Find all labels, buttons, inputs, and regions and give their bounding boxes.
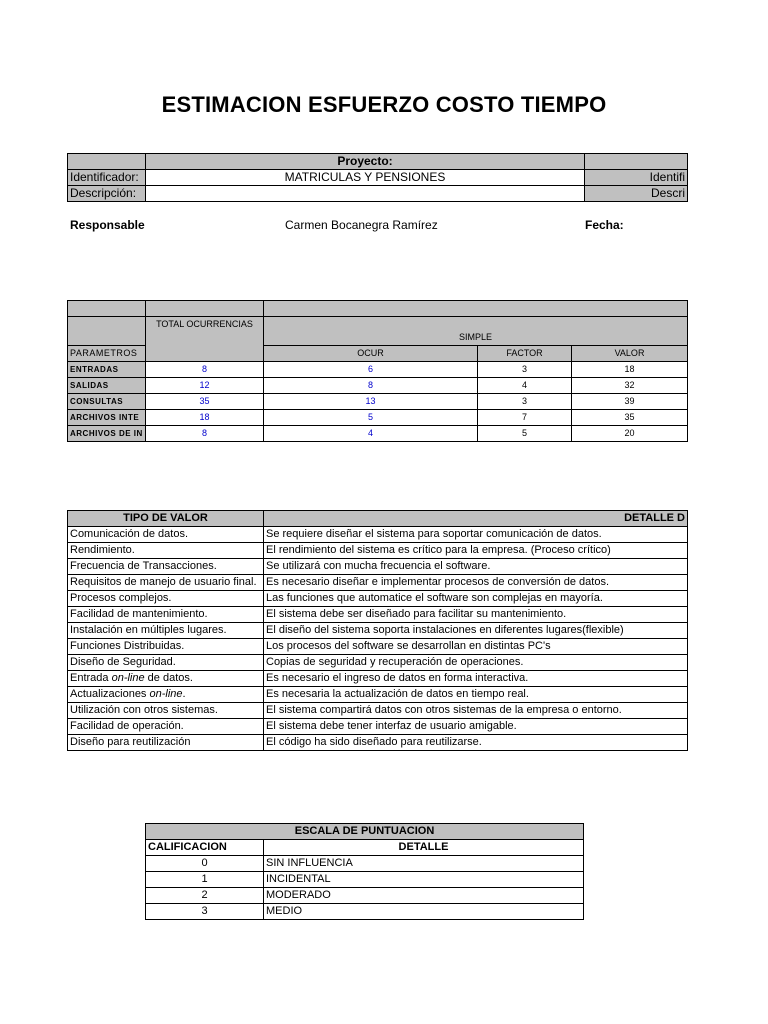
valor-cell[interactable]: 18 [572, 362, 688, 378]
table-row [68, 639, 688, 655]
factor-header: FACTOR [478, 346, 572, 362]
detalle-cell[interactable]: El sistema compartirá datos con otros sistemas de la empresa o entorno. [264, 703, 688, 719]
tipo-cell: Facilidad de operación. [68, 719, 264, 735]
tipo-cell: Actualizaciones on-line. [68, 687, 264, 703]
tipo-cell: Entrada on-line de datos. [68, 671, 264, 687]
tipo-valor-header: TIPO DE VALOR [68, 511, 264, 527]
table-row [68, 378, 688, 394]
valor-cell[interactable]: 20 [572, 426, 688, 442]
table-row [146, 872, 584, 888]
detalle-cell[interactable]: Es necesaria la actualización de datos en tiempo real. [264, 687, 688, 703]
parametros-header: PARAMETROS [68, 346, 146, 362]
tipo-cell: Rendimiento. [68, 543, 264, 559]
factor-cell[interactable]: 7 [478, 410, 572, 426]
table-row [68, 527, 688, 543]
tipo-valor-table [67, 510, 688, 751]
ocur-cell[interactable]: 6 [264, 362, 478, 378]
param-cell: CONSULTAS [68, 394, 146, 410]
ocur-cell[interactable]: 13 [264, 394, 478, 410]
detalle-cell[interactable]: Las funciones que automatice el software son complejas en mayoría. [264, 591, 688, 607]
table-row [68, 687, 688, 703]
table-row [68, 591, 688, 607]
page-title: ESTIMACION ESFUERZO COSTO TIEMPO [161, 92, 607, 117]
param-cell: ARCHIVOS DE IN [68, 426, 146, 442]
descripcion-label: Descripción: [68, 186, 146, 202]
total-cell[interactable]: 8 [146, 362, 264, 378]
valor-cell[interactable]: 35 [572, 410, 688, 426]
valor-cell[interactable]: 32 [572, 378, 688, 394]
identificador-label: Identificador: [68, 170, 146, 186]
tipo-cell: Utilización con otros sistemas. [68, 703, 264, 719]
tipo-cell: Procesos complejos. [68, 591, 264, 607]
tipo-cell: Funciones Distribuidas. [68, 639, 264, 655]
tipo-cell: Diseño para reutilización [68, 735, 264, 751]
project-header: Proyecto: [146, 154, 585, 170]
metrics-table [67, 300, 688, 442]
escala-puntuacion-table [145, 823, 584, 920]
escala-detalle-cell: INCIDENTAL [264, 872, 584, 888]
escala-detalle-cell: SIN INFLUENCIA [264, 856, 584, 872]
detalle-cell[interactable]: Es necesario diseñar e implementar procesos de conversión de datos. [264, 575, 688, 591]
project-table [67, 153, 688, 202]
ocur-header: OCUR [264, 346, 478, 362]
detalle-cell[interactable]: El diseño del sistema soporta instalaciones en diferentes lugares(flexible) [264, 623, 688, 639]
detalle-cell[interactable]: Los procesos del software se desarrollan en distintas PC's [264, 639, 688, 655]
tipo-cell: Facilidad de mantenimiento. [68, 607, 264, 623]
table-row [68, 719, 688, 735]
factor-cell[interactable]: 3 [478, 394, 572, 410]
ocur-cell[interactable]: 8 [264, 378, 478, 394]
tipo-cell: Instalación en múltiples lugares. [68, 623, 264, 639]
table-row [146, 904, 584, 920]
detalle-cell[interactable]: El código ha sido diseñado para reutilizarse. [264, 735, 688, 751]
table-row [68, 735, 688, 751]
table-row [68, 623, 688, 639]
calificacion-cell: 1 [146, 872, 264, 888]
tipo-cell: Requisitos de manejo de usuario final. [68, 575, 264, 591]
detalle-cell[interactable]: Se requiere diseñar el sistema para soportar comunicación de datos. [264, 527, 688, 543]
factor-cell[interactable]: 3 [478, 362, 572, 378]
calificacion-cell: 3 [146, 904, 264, 920]
table-row [146, 888, 584, 904]
table-row [68, 607, 688, 623]
detalle-cell[interactable]: Se utilizará con mucha frecuencia el software. [264, 559, 688, 575]
valor-cell[interactable]: 39 [572, 394, 688, 410]
escala-detalle-header: DETALLE [264, 840, 584, 856]
calificacion-cell: 2 [146, 888, 264, 904]
total-cell[interactable]: 18 [146, 410, 264, 426]
detalle-header: DETALLE D [264, 511, 688, 527]
table-row [68, 410, 688, 426]
tipo-cell: Frecuencia de Transacciones. [68, 559, 264, 575]
detalle-cell[interactable]: El rendimiento del sistema es crítico para la empresa. (Proceso crítico) [264, 543, 688, 559]
simple-header: SIMPLE [264, 317, 688, 346]
factor-cell[interactable]: 5 [478, 426, 572, 442]
table-row [68, 426, 688, 442]
identificador-value[interactable]: MATRICULAS Y PENSIONES [146, 170, 585, 186]
total-ocurrencias-header: TOTAL OCURRENCIAS [146, 317, 264, 362]
param-cell: ARCHIVOS INTE [68, 410, 146, 426]
ocur-cell[interactable]: 4 [264, 426, 478, 442]
escala-detalle-cell: MEDIO [264, 904, 584, 920]
calificacion-header: CALIFICACION [146, 840, 264, 856]
escala-header: ESCALA DE PUNTUACION [146, 824, 584, 840]
ocur-cell[interactable]: 5 [264, 410, 478, 426]
tipo-cell: Comunicación de datos. [68, 527, 264, 543]
right-identificador-label: Identifi [585, 170, 688, 186]
descripcion-value[interactable] [146, 186, 585, 202]
param-cell: SALIDAS [68, 378, 146, 394]
table-row [68, 575, 688, 591]
table-row [68, 559, 688, 575]
escala-detalle-cell: MODERADO [264, 888, 584, 904]
detalle-cell[interactable]: El sistema debe tener interfaz de usuario amigable. [264, 719, 688, 735]
total-cell[interactable]: 12 [146, 378, 264, 394]
responsable-label: Responsable [70, 218, 145, 232]
table-row [146, 856, 584, 872]
calificacion-cell: 0 [146, 856, 264, 872]
factor-cell[interactable]: 4 [478, 378, 572, 394]
tipo-cell: Diseño de Seguridad. [68, 655, 264, 671]
total-cell[interactable]: 35 [146, 394, 264, 410]
table-row [68, 655, 688, 671]
detalle-cell[interactable]: Copias de seguridad y recuperación de operaciones. [264, 655, 688, 671]
table-row [68, 362, 688, 378]
table-row [68, 703, 688, 719]
detalle-cell[interactable]: Es necesario el ingreso de datos en forma interactiva. [264, 671, 688, 687]
detalle-cell[interactable]: El sistema debe ser diseñado para facilitar su mantenimiento. [264, 607, 688, 623]
total-cell[interactable]: 8 [146, 426, 264, 442]
responsable-value[interactable]: Carmen Bocanegra Ramírez [285, 218, 438, 232]
table-row [68, 394, 688, 410]
param-cell: ENTRADAS [68, 362, 146, 378]
table-row [68, 671, 688, 687]
right-descripcion-label: Descri [585, 186, 688, 202]
valor-header: VALOR [572, 346, 688, 362]
fecha-label: Fecha: [585, 218, 624, 232]
table-row [68, 543, 688, 559]
